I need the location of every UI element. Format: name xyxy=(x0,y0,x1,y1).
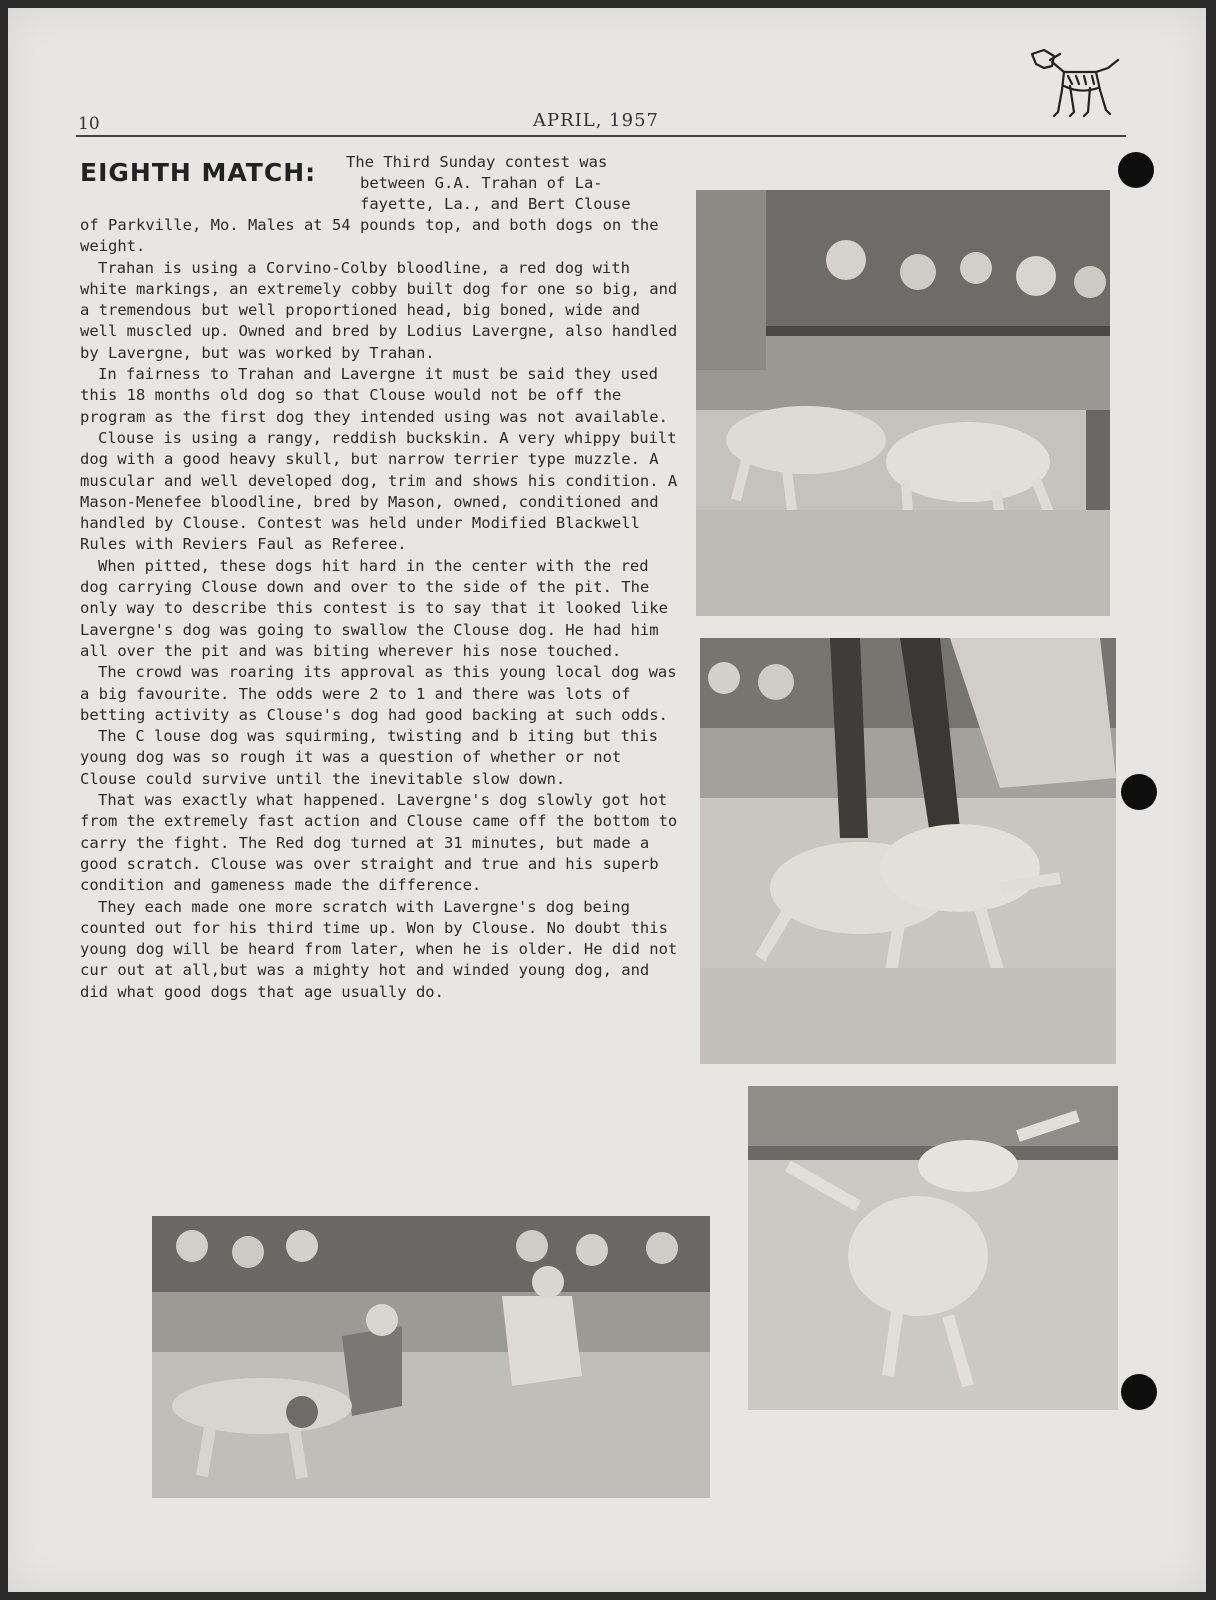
bulldog-logo-icon xyxy=(1024,42,1124,126)
article-paragraph: of Parkville, Mo. Males at 54 pounds top, and both dogs on the weight. xyxy=(80,216,659,256)
article-intro xyxy=(346,152,676,215)
article-paragraph: The C louse dog was squirming, twisting and b iting but this young dog was so rough it was a question of whether or not Clouse could survive until the inevitable slow down. xyxy=(80,727,658,788)
article-paragraph: In fairness to Trahan and Lavergne it must be said they used this 18 months old dog so that Clouse would not be off the program as the first dog they intended using was not available. xyxy=(80,365,668,426)
running-head: APRIL, 1957 xyxy=(533,110,659,131)
photo-dogs-in-pit-crowd xyxy=(696,190,1110,616)
photo-two-dogs-fighting xyxy=(748,1086,1118,1410)
article-paragraph: When pitted, these dogs hit hard in the center with the red dog carrying Clouse down and over to the side of the pit. The only way to describe this contest is to say that it looked like Lavergne's dog was going to swallow the Clouse dog. He had him all over the pit and was biting wherever his nose touched. xyxy=(80,556,668,660)
binder-hole xyxy=(1118,152,1154,188)
header-rule xyxy=(76,135,1126,137)
photo-handlers-in-pit xyxy=(152,1216,710,1498)
intro-line: fayette, La., and Bert Clouse xyxy=(360,195,631,213)
article-paragraph: Clouse is using a rangy, reddish buckskin. A very whippy built dog with a good heavy skull, but narrow terrier type muzzle. A muscular and well developed dog, trim and shows his condition. A Mason-Menefee bloodline, bred by Mason, owned, conditioned and handled by Clouse. Contest was held under Modified Blackwell Rules with Reviers Faul as Referee. xyxy=(80,428,678,554)
page-number: 10 xyxy=(78,114,100,134)
magazine-page xyxy=(8,8,1206,1592)
intro-line: The Third Sunday contest was xyxy=(346,153,608,171)
intro-line: between G.A. Trahan of La- xyxy=(360,174,603,192)
article-paragraph: Trahan is using a Corvino-Colby bloodline, a red dog with white markings, an extremely cobby built dog for one so big, and a tremendous but well proportioned head, big boned, wide and well muscled up. Owned and bred by Lodius Lavergne, also handled by Lavergne, but was worked by Trahan. xyxy=(80,258,678,362)
article-heading: EIGHTH MATCH: xyxy=(80,158,317,187)
article-paragraph: The crowd was roaring its approval as this young local dog was a big favourite. The odds were 2 to 1 and there was lots of betting activity as Clouse's dog had good backing at such odds. xyxy=(80,663,677,724)
binder-hole xyxy=(1121,774,1157,810)
binder-hole xyxy=(1121,1374,1157,1410)
article-body xyxy=(80,215,680,1003)
article-paragraph: That was exactly what happened. Lavergne's dog slowly got hot from the extremely fast action and Clouse came off the bottom to carry the fight. The Red dog turned at 31 minutes, but made a good scratch. Clouse was over straight and true and his superb condition and gameness made the difference. xyxy=(80,791,678,895)
article-paragraph: They each made one more scratch with Lavergne's dog being counted out for his third time up. Won by Clouse. No doubt this young dog will be heard from later, when he is older. He did not cur out at all,but was a mighty hot and winded young dog, and did what good dogs that age usually do. xyxy=(80,897,678,1001)
photo-referee-and-dogs xyxy=(700,638,1116,1064)
